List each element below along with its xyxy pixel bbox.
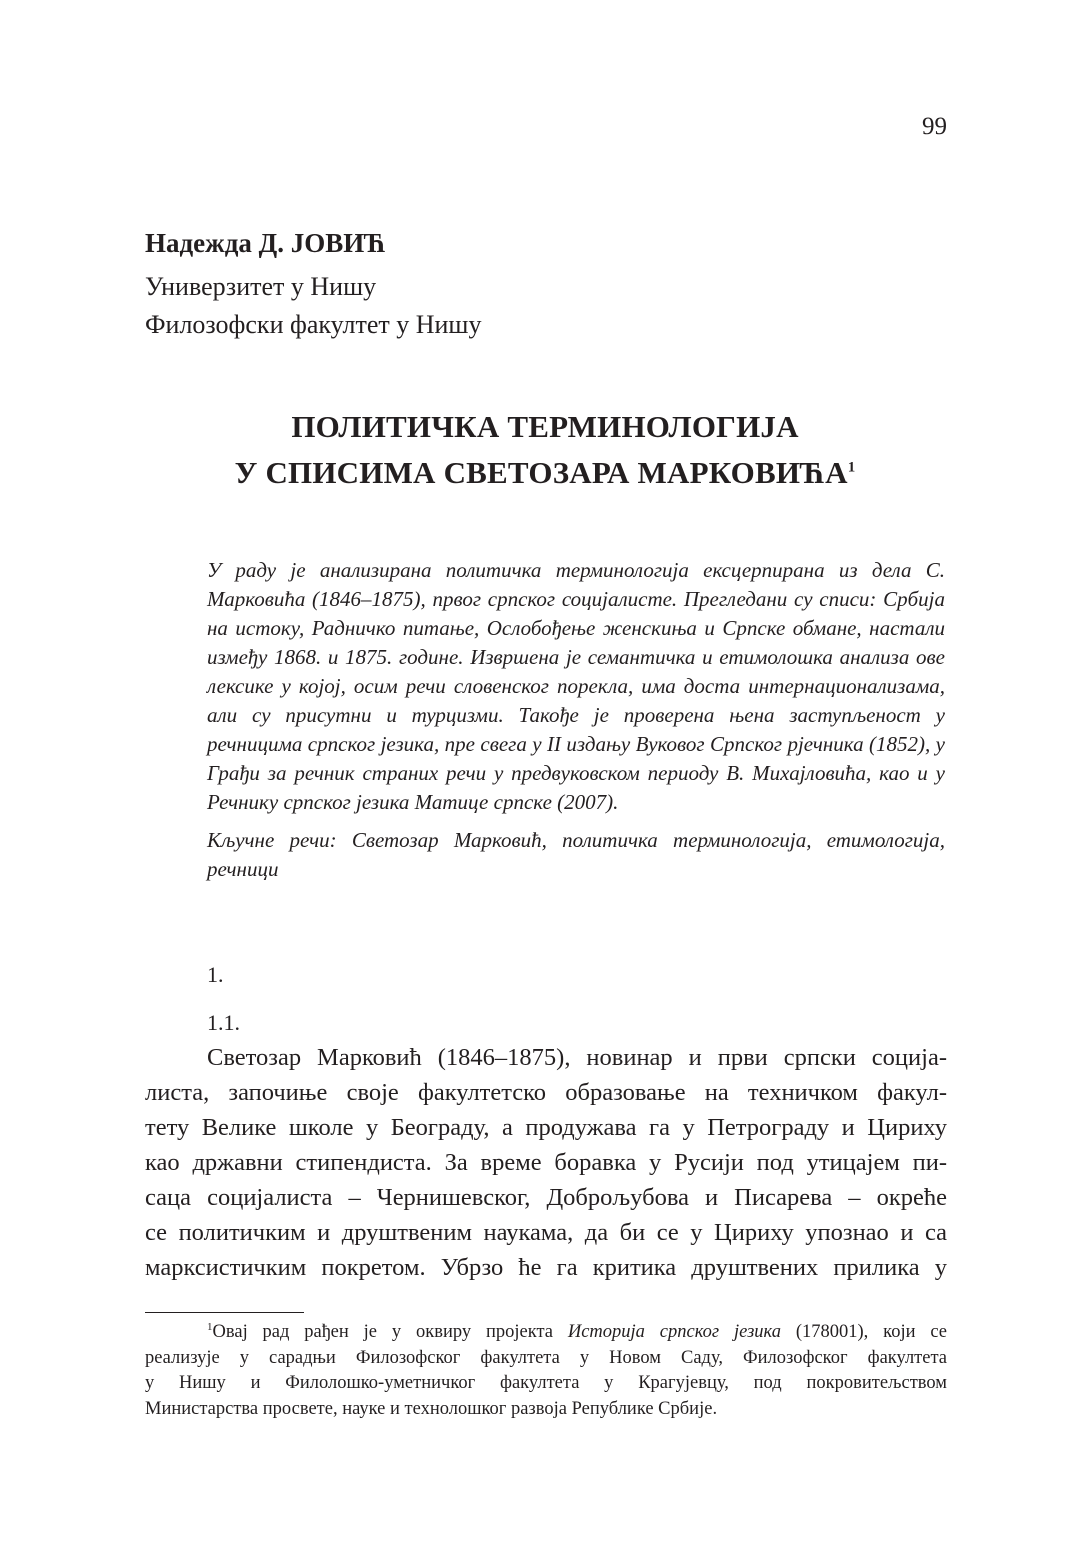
body-line: тету Велике школе у Београду, а продужава га у Петрограду и Цириху [145, 1114, 947, 1141]
footnote-mark: 1 [207, 1320, 213, 1333]
footnote [145, 1320, 947, 1422]
body-line: листа, започиње своје факултетско образовање на техничком факул- [145, 1079, 947, 1106]
body-line: саца социјалиста – Чернишевског, Доброљубова и Писарева – окреће [145, 1184, 947, 1211]
title-footnote-mark[interactable]: 1 [847, 459, 856, 476]
footnote-text-b: (178001), који се [781, 1322, 948, 1342]
body-line: се политичким и друштвеним наукама, да би се у Цириху упознао и са [145, 1219, 947, 1246]
section-heading-1: 1. [207, 962, 224, 987]
author-name: Надежда Д. ЈОВИЋ [145, 228, 386, 258]
footnote-line-3: у Нишу и Филолошко-уметничког факултета у Крагујевцу, под покровитељством [145, 1373, 947, 1393]
affiliation-faculty: Филозофски факултет у Нишу [145, 310, 482, 339]
body-line: као државни стипендиста. За време боравка у Русији под утицајем пи- [145, 1149, 947, 1176]
title-line-1: ПОЛИТИЧКА ТЕРМИНОЛОГИЈА [291, 409, 799, 444]
body-line: Светозар Марковић (1846–1875), новинар и први српски соција- [207, 1044, 947, 1071]
paper-title [145, 404, 945, 496]
title-line-2: У СПИСИМА СВЕТОЗАРА МАРКОВИЋА [234, 455, 848, 490]
abstract-text: У раду је анализирана политичка терминологија ексцерпирана из дела С. Марковића (1846–1875), првог српског социјалисте. Прегледани су списи: Србија на истоку, Радничко питање, Ослобођење женскиња и Српске обмане, настали између 1868. и 1875. године. Извршена је семантичка и етимолошка анализа ове лексике у којој, осим речи словенског порекла, има доста интернационализама, али су присутни и турцизми. Такође је проверена њена заступљеност у речницима српског језика, пре свега у II издању Вуковог Српског рјечника (1852), у Грађи за речник страних речи у предвуковском периоду В. Михајловића, као и у Речнику српског језика Матице српске (2007). [207, 558, 945, 814]
footnote-line-4: Министарства просвете, науке и технолошког развоја Републике Србије. [145, 1398, 718, 1419]
author-block [145, 224, 481, 344]
footnote-separator [145, 1312, 304, 1313]
body-paragraph [145, 1040, 947, 1285]
footnote-project-title: Историја српског језика [567, 1322, 781, 1342]
keywords: Кључне речи: Светозар Марковић, политичка терминологија, етимологија, речници [207, 828, 945, 881]
page-number: 99 [922, 113, 947, 140]
abstract [207, 556, 945, 884]
body-line: марксистичким покретом. Убрзо ће га критика друштвених прилика у [145, 1254, 947, 1281]
affiliation-university: Универзитет у Нишу [145, 272, 377, 301]
title-line-2-wrap [145, 450, 945, 496]
footnote-line-2: реализује у сарадњи Филозофског факултета у Новом Саду, Филозофског факултета [145, 1347, 947, 1368]
footnote-text-a: Овај рад рађен је у оквиру пројекта [212, 1322, 568, 1342]
section-heading-1-1: 1.1. [207, 1010, 240, 1035]
footnote-line-1 [145, 1320, 947, 1346]
